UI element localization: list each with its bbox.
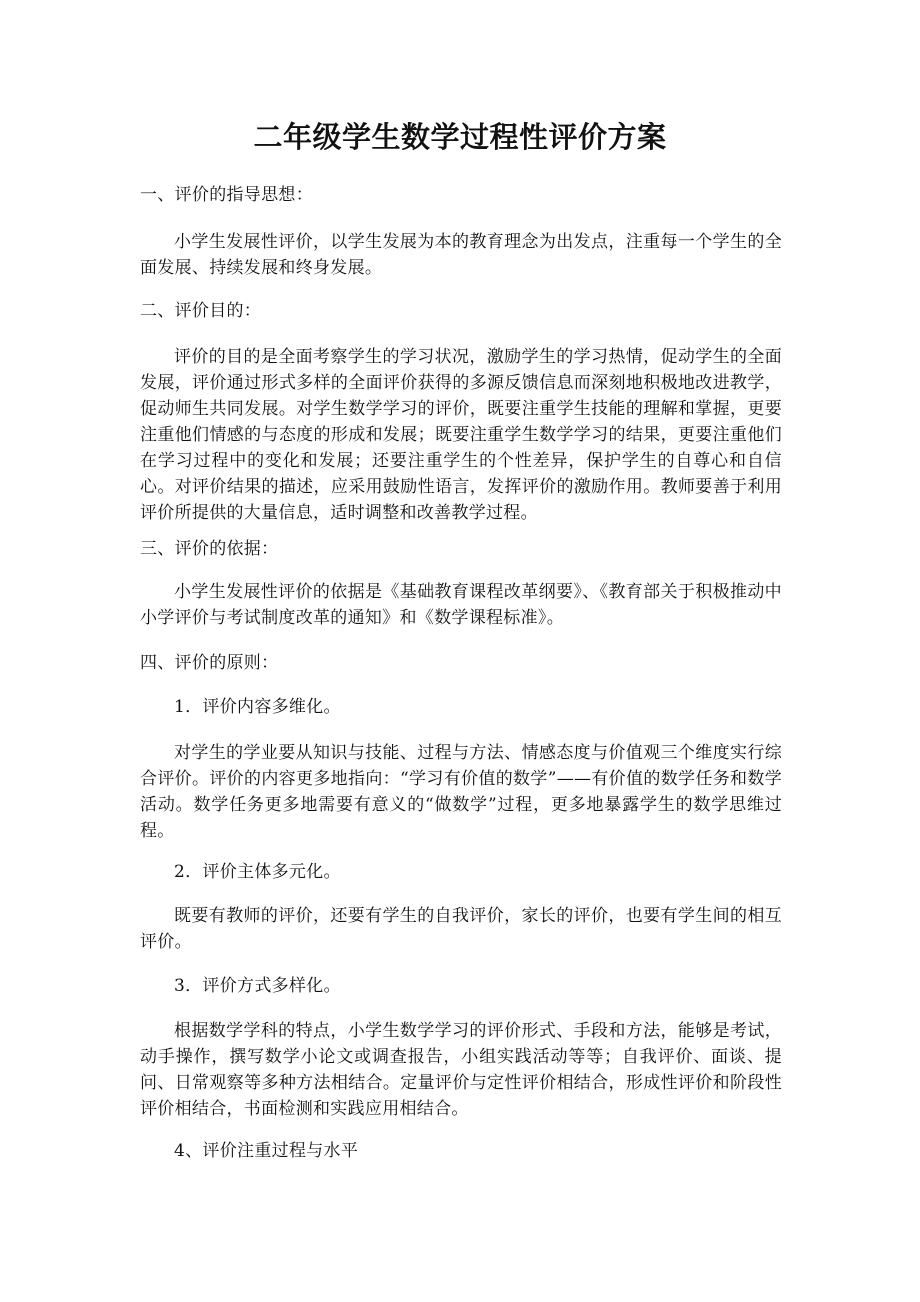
principle-title-3: 3．评价方式多样化。 xyxy=(174,976,341,996)
principle-title-4: 4、评价注重过程与水平 xyxy=(174,1141,359,1161)
section-heading-purpose: 二、评价目的： xyxy=(140,301,262,321)
section-heading-basis: 三、评价的依据： xyxy=(140,539,279,559)
document-title: 二年级学生数学过程性评价方案 xyxy=(253,120,667,154)
section-paragraph-basis: 小学生发展性评价的依据是《基础教育课程改革纲要》、《教育部关于积极推动中小学评价与考试制度改革的通知》和《数学课程标准》。 xyxy=(140,582,782,628)
principle-paragraph-1: 对学生的学业要从知识与技能、过程与方法、情感态度与价值观三个维度实行综合评价。评价的内容更多地指向：“学习有价值的数学”——有价值的数学任务和数学活动。数学任务更多地需要有意义的“做数学”过程，更多地暴露学生的数学思维过程。 xyxy=(140,743,782,841)
section-heading-principles: 四、评价的原则： xyxy=(140,653,279,673)
principle-paragraph-2: 既要有教师的评价，还要有学生的自我评价，家长的评价，也要有学生间的相互评价。 xyxy=(140,906,782,952)
principle-paragraph-3: 根据数学学科的特点，小学生数学学习的评价形式、手段和方法，能够是考试，动手操作，撰写数学小论文或调查报告，小组实践活动等等；自我评价、面谈、提问、日常观察等多种方法相结合。定量评价与定性评价相结合，形成性评价和阶段性评价相结合，书面检测和实践应用相结合。 xyxy=(140,1021,782,1119)
section-paragraph-purpose: 评价的目的是全面考察学生的学习状况，激励学生的学习热情，促动学生的全面发展，评价通过形式多样的全面评价获得的多源反馈信息而深刻地积极地改进教学，促动师生共同发展。对学生数学学习的评价，既要注重学生技能的理解和掌握，更要注重他们情感的与态度的形成和发展；既要注重学生数学学习的结果，更要注重他们在学习过程中的变化和发展；还要注重学生的个性差异，保护学生的自尊心和自信心。对评价结果的描述，应采用鼓励性语言，发挥评价的激励作用。教师要善于利用评价所提供的大量信息，适时调整和改善教学过程。 xyxy=(140,347,782,523)
section-heading-guiding-thought: 一、评价的指导思想： xyxy=(140,185,313,205)
principle-title-1: 1．评价内容多维化。 xyxy=(174,697,341,717)
principle-title-2: 2．评价主体多元化。 xyxy=(174,862,341,882)
section-paragraph-guiding-thought: 小学生发展性评价，以学生发展为本的教育理念为出发点，注重每一个学生的全面发展、持续发展和终身发展。 xyxy=(140,232,782,278)
